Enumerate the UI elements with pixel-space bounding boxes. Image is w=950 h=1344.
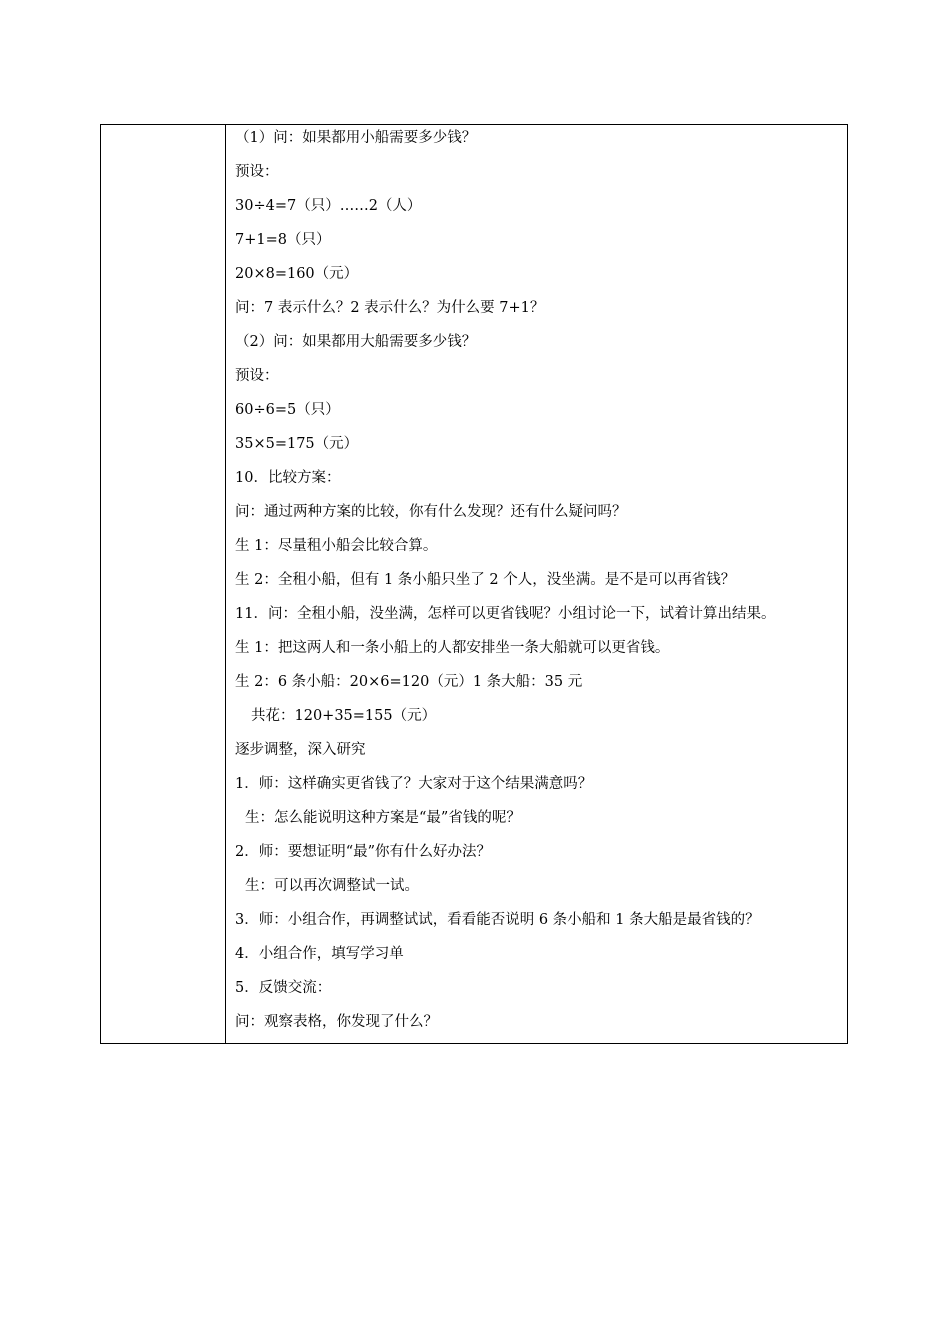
text-line: 11．问：全租小船，没坐满，怎样可以更省钱呢？小组讨论一下，试着计算出结果。: [235, 606, 776, 622]
text-line: 生 1：尽量租小船会比较合算。: [235, 538, 438, 554]
text-line: 60÷6=5（只）: [235, 402, 340, 418]
text-line: 预设：: [235, 164, 279, 180]
text-line: 10．比较方案：: [235, 470, 341, 486]
text-line: 生 2：6 条小船：20×6=120（元）1 条大船：35 元: [235, 674, 583, 690]
text-line: 生 1：把这两人和一条小船上的人都安排坐一条大船就可以更省钱。: [235, 640, 670, 656]
text-line: 问：通过两种方案的比较，你有什么发现？还有什么疑问吗？: [235, 504, 627, 520]
text-line: 5．反馈交流：: [235, 980, 332, 996]
lesson-table: [100, 124, 848, 1044]
text-line: （2）问：如果都用大船需要多少钱？: [235, 334, 477, 350]
text-line: 共花：120+35=155（元）: [251, 708, 437, 724]
text-line: 3．师：小组合作，再调整试试，看看能否说明 6 条小船和 1 条大船是最省钱的？: [235, 912, 760, 928]
text-line: 30÷4=7（只）……2（人）: [235, 198, 422, 214]
text-line: 生：怎么能说明这种方案是“最”省钱的呢？: [245, 810, 521, 826]
text-line: 1．师：这样确实更省钱了？大家对于这个结果满意吗？: [235, 776, 593, 792]
text-line: 生：可以再次调整试一试。: [245, 878, 419, 894]
text-line: 逐步调整，深入研究: [235, 742, 366, 758]
text-line: 35×5=175（元）: [235, 436, 359, 452]
text-line: 2．师：要想证明“最”你有什么好办法？: [235, 844, 492, 860]
table-content-cell: [227, 125, 847, 1043]
text-line: 问：7 表示什么？2 表示什么？为什么要 7+1？: [235, 300, 545, 316]
text-line: 4．小组合作，填写学习单: [235, 946, 404, 962]
text-line: 20×8=160（元）: [235, 266, 359, 282]
text-line: 生 2：全租小船，但有 1 条小船只坐了 2 个人，没坐满。是不是可以再省钱？: [235, 572, 736, 588]
text-line: 7+1=8（只）: [235, 232, 331, 248]
text-line: （1）问：如果都用小船需要多少钱？: [235, 130, 477, 146]
table-left-cell: [101, 125, 226, 1043]
text-line: 问：观察表格，你发现了什么？: [235, 1014, 438, 1030]
text-line: 预设：: [235, 368, 279, 384]
